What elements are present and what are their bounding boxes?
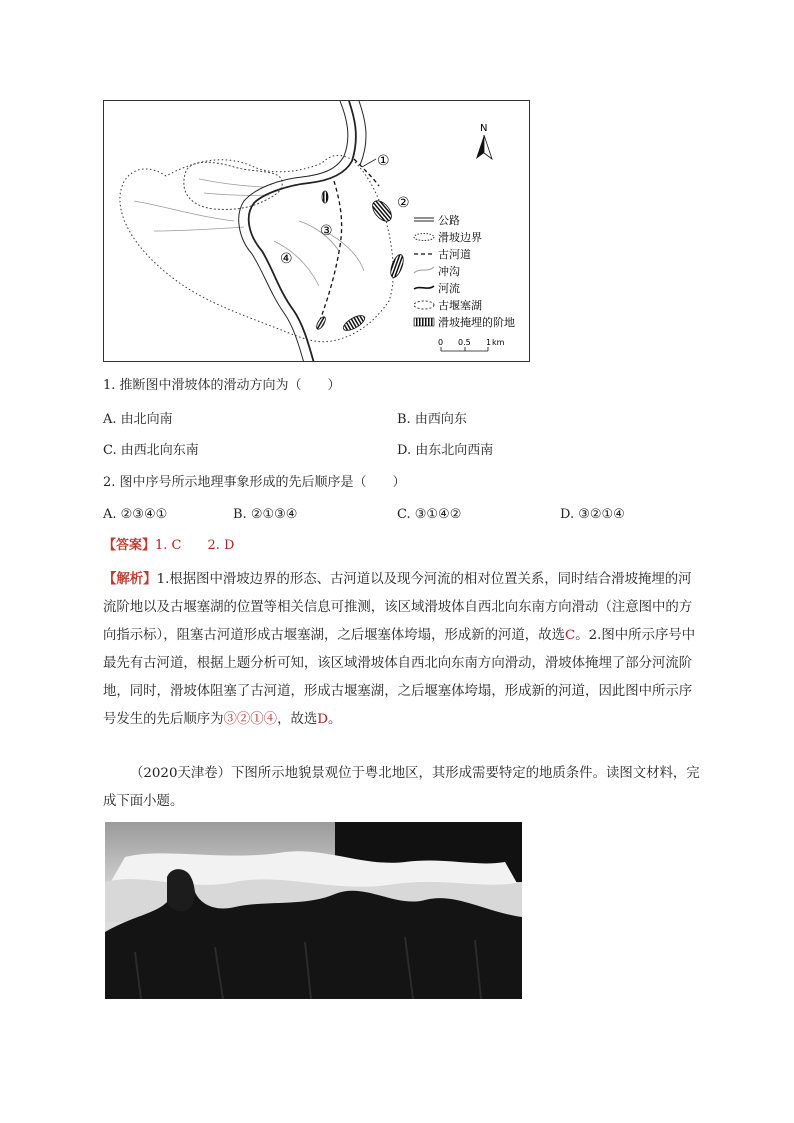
legend-gully (414, 264, 460, 278)
legend-road (414, 214, 460, 227)
q2-option-a: A. ②③④① (103, 507, 168, 522)
svg-text:河流: 河流 (438, 282, 460, 295)
svg-text:冲沟: 冲沟 (438, 265, 460, 278)
intro-paragraph: （2020天津卷）下图所示地貌景观位于粤北地区，其形成需要特定的地质条件。读图文材料，完成下面小题。 (103, 766, 700, 809)
answer-text: 1. C 2. D (155, 538, 235, 553)
svg-text:N: N (480, 123, 488, 134)
landform-photo (105, 822, 522, 999)
q1-option-a: A. 由北向南 (103, 412, 173, 427)
landslide-boundary (120, 155, 393, 341)
map-drawing (104, 101, 530, 362)
analysis-tail: ，故选 (277, 712, 318, 727)
q1-option-d: D. 由东北向西南 (397, 443, 494, 458)
question-1-stem: 1. 推断图中滑坡体的滑动方向为（ ） (103, 378, 341, 393)
answer-line (103, 537, 234, 555)
q2-option-c: C. ③①④② (397, 507, 462, 522)
analysis-part-2: 2.图中所示序号中最先有古河道，根据上题分析可知，该区域滑坡体自西北向东南方向滑动，滑坡体掩埋了部分河流阶地，同时，滑坡体阻塞了古河道，形成古堰塞湖，之后堰塞体垮塌，形成新的河道，因此图中所示序号发生的先后顺序为 (103, 628, 696, 727)
map-label-3: ③ (320, 223, 333, 239)
svg-text:0.5: 0.5 (458, 338, 471, 347)
q1-option-b: B. 由西向东 (397, 412, 467, 427)
analysis-choice-1: C (564, 628, 576, 643)
legend-buried-terrace (414, 315, 515, 329)
q2-option-d: D. ③②①④ (560, 507, 625, 522)
analysis-choice-2: D (317, 712, 328, 727)
q2-option-b: B. ②①③④ (233, 507, 298, 522)
svg-text:1: 1 (486, 338, 492, 347)
ancient-river-path (354, 159, 379, 186)
svg-text:古河道: 古河道 (438, 248, 471, 261)
analysis-label: 【解析】 (103, 571, 157, 587)
legend-landslide-boundary (414, 230, 482, 244)
legend-dammed-lake (414, 298, 482, 312)
svg-text:0: 0 (438, 338, 444, 347)
analysis-order: ③②①④ (223, 712, 278, 727)
svg-text:km: km (492, 338, 505, 347)
legend-ancient-river (414, 247, 471, 261)
analysis-paragraph (103, 565, 701, 734)
map-label-1: ① (377, 153, 390, 169)
scale-bar (438, 338, 505, 351)
analysis-part-1: 1.根据图中滑坡边界的形态、古河道以及现今河流的相对位置关系，同时结合滑坡掩埋的河流阶地以及古堰塞湖的位置等相关信息可推测，该区域滑坡体自西北向东南方向滑动（注意图中的方向指示标），阻塞古河道形成古堰塞湖，之后堰塞体垮塌，形成新的河道，故选 (103, 572, 693, 643)
map-label-2: ② (397, 195, 410, 211)
analysis-end: 。 (328, 712, 342, 727)
landform-photo-drawing (105, 822, 522, 999)
q1-option-c: C. 由西北向东南 (103, 443, 199, 458)
river (249, 101, 356, 362)
landslide-map (103, 100, 530, 362)
analysis-mid: 。 (575, 628, 589, 643)
legend-river (414, 281, 460, 295)
question-2-stem: 2. 图中序号所示地理事象形成的先后顺序是（ ） (103, 475, 406, 490)
svg-text:滑坡边界: 滑坡边界 (438, 231, 482, 244)
svg-text:公路: 公路 (438, 214, 460, 227)
map-label-4: ④ (280, 251, 293, 267)
svg-text:滑坡掩埋的阶地: 滑坡掩埋的阶地 (438, 316, 515, 329)
legend (414, 214, 515, 329)
svg-text:古堰塞湖: 古堰塞湖 (438, 299, 482, 312)
north-arrow-icon (476, 123, 492, 159)
answer-label: 【答案】 (103, 538, 156, 553)
